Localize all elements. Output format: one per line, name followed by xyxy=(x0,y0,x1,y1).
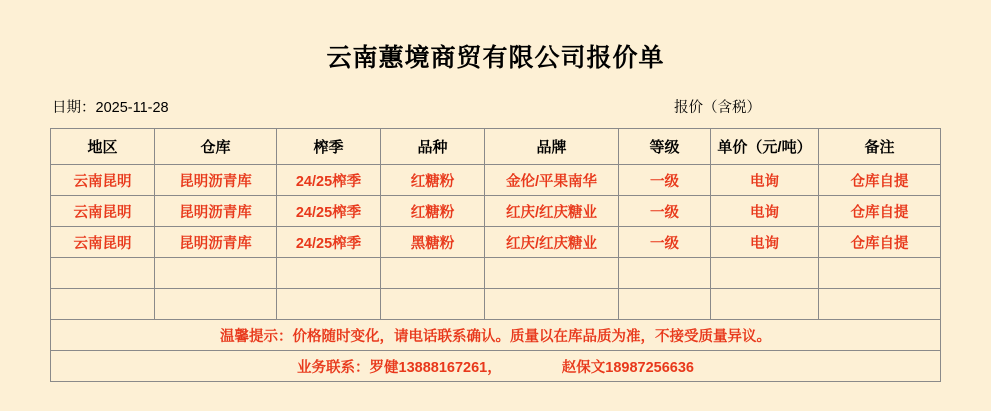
cell-warehouse: 昆明沥青库 xyxy=(155,165,277,196)
empty-cell xyxy=(277,289,381,320)
empty-cell xyxy=(155,258,277,289)
cell-variety: 黑糖粉 xyxy=(381,227,485,258)
table-row xyxy=(51,227,941,258)
column-header-grade: 等级 xyxy=(619,129,711,165)
cell-region: 云南昆明 xyxy=(51,165,155,196)
empty-cell xyxy=(51,258,155,289)
cell-variety: 红糖粉 xyxy=(381,165,485,196)
cell-price: 电询 xyxy=(711,196,819,227)
header-row xyxy=(51,129,941,165)
empty-row xyxy=(51,289,941,320)
empty-cell xyxy=(485,258,619,289)
contact-secondary: 赵保文18987256636 xyxy=(561,359,694,376)
cell-price: 电询 xyxy=(711,165,819,196)
contact-row xyxy=(51,351,941,382)
empty-cell xyxy=(51,289,155,320)
empty-cell xyxy=(619,258,711,289)
date-label: 日期：2025-11-28 xyxy=(52,100,169,116)
notice-text: 温馨提示：价格随时变化，请电话联系确认。质量以在库品质为准，不接受质量异议。 xyxy=(51,320,941,351)
empty-cell xyxy=(819,289,941,320)
empty-cell xyxy=(711,258,819,289)
cell-brand: 红庆/红庆糖业 xyxy=(485,196,619,227)
cell-brand: 红庆/红庆糖业 xyxy=(485,227,619,258)
empty-cell xyxy=(277,258,381,289)
cell-season: 24/25榨季 xyxy=(277,165,381,196)
empty-cell xyxy=(711,289,819,320)
contact-cell xyxy=(51,351,941,382)
cell-warehouse: 昆明沥青库 xyxy=(155,196,277,227)
empty-cell xyxy=(619,289,711,320)
cell-brand: 金伦/平果南华 xyxy=(485,165,619,196)
cell-grade: 一级 xyxy=(619,165,711,196)
empty-cell xyxy=(155,289,277,320)
column-header-remark: 备注 xyxy=(819,129,941,165)
contact-primary: 业务联系：罗健13888167261， xyxy=(297,359,502,376)
column-header-warehouse: 仓库 xyxy=(155,129,277,165)
cell-remark: 仓库自提 xyxy=(819,227,941,258)
table-body xyxy=(51,165,941,382)
cell-variety: 红糖粉 xyxy=(381,196,485,227)
column-header-region: 地区 xyxy=(51,129,155,165)
cell-price: 电询 xyxy=(711,227,819,258)
cell-grade: 一级 xyxy=(619,196,711,227)
column-header-price: 单价（元/吨） xyxy=(711,129,819,165)
empty-cell xyxy=(381,258,485,289)
page-title: 云南蕙境商贸有限公司报价单 xyxy=(326,44,665,72)
meta-row xyxy=(52,96,931,117)
cell-remark: 仓库自提 xyxy=(819,165,941,196)
cell-warehouse: 昆明沥青库 xyxy=(155,227,277,258)
notice-row xyxy=(51,320,941,351)
empty-cell xyxy=(381,289,485,320)
empty-cell xyxy=(819,258,941,289)
quotation-table xyxy=(50,128,941,382)
cell-region: 云南昆明 xyxy=(51,227,155,258)
price-note: 报价（含税） xyxy=(674,100,761,116)
column-header-brand: 品牌 xyxy=(485,129,619,165)
table-row xyxy=(51,165,941,196)
cell-grade: 一级 xyxy=(619,227,711,258)
cell-remark: 仓库自提 xyxy=(819,196,941,227)
cell-season: 24/25榨季 xyxy=(277,227,381,258)
column-header-season: 榨季 xyxy=(277,129,381,165)
cell-season: 24/25榨季 xyxy=(277,196,381,227)
table-header xyxy=(51,129,941,165)
column-header-variety: 品种 xyxy=(381,129,485,165)
table-row xyxy=(51,196,941,227)
cell-region: 云南昆明 xyxy=(51,196,155,227)
empty-cell xyxy=(485,289,619,320)
empty-row xyxy=(51,258,941,289)
